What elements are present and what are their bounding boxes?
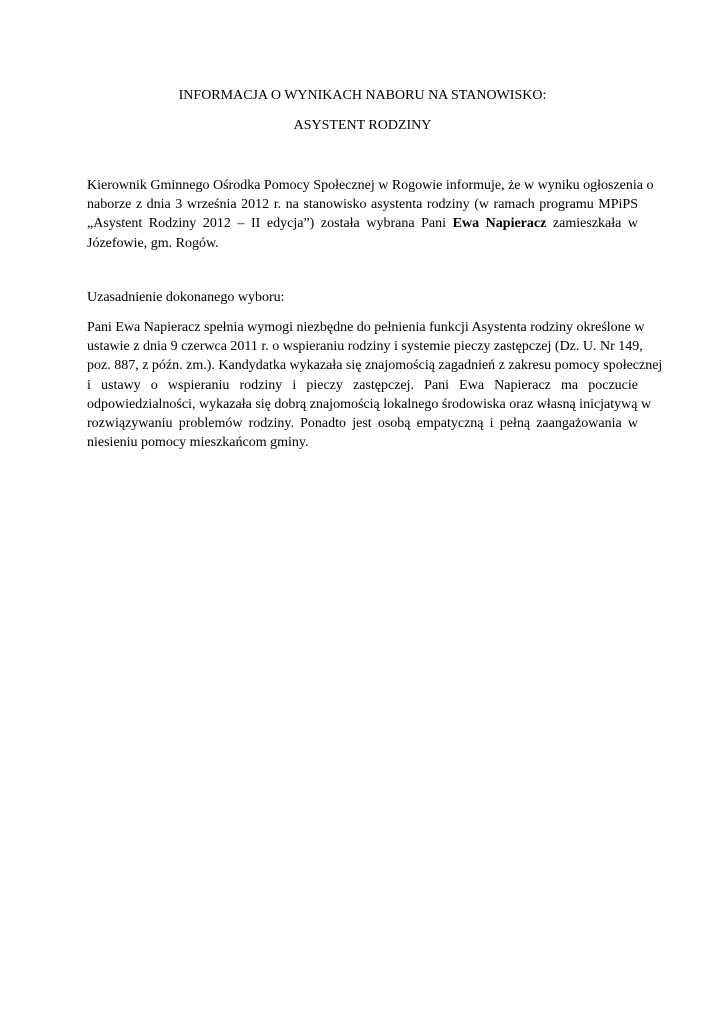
justification-line: poz. 887, z późn. zm.). Kandydatka wykazała się znajomością zagadnień z zakresu pomocy społecznej (87, 358, 663, 374)
intro-line: Józefowie, gm. Rogów. (87, 235, 219, 251)
justification-line: niesieniu pomocy mieszkańcom gminy. (87, 435, 309, 451)
intro-text: „Asystent Rodziny 2012 – II edycja”) została wybrana Pani (87, 216, 447, 232)
justification-line: odpowiedzialności, wykazała się dobrą znajomością lokalnego środowiska oraz własną inicjatywą w (87, 396, 652, 412)
justification-line: ustawie z dnia 9 czerwca 2011 r. o wspieraniu rodziny i systemie pieczy zastępczej (Dz. U. Nr 149, (87, 339, 643, 355)
justification-heading (87, 288, 638, 307)
candidate-name: Ewa Napieracz (452, 216, 547, 232)
intro-text: zamieszkała w (552, 216, 639, 232)
intro-line: Kierownik Gminnego Ośrodka Pomocy Społecznej w Rogowie informuje, że w wyniku ogłoszenia o (87, 178, 654, 193)
justification-line: rozwiązywaniu problemów rodziny. Ponadto jest osobą empatyczną i pełną zaangażowania w (87, 416, 638, 432)
justification-heading-text: Uzasadnienie dokonanego wyboru: (87, 290, 285, 305)
intro-paragraph (87, 176, 654, 253)
justification-line: Pani Ewa Napieracz spełnia wymogi niezbędne do pełnienia funkcji Asystenta rodziny określone w (87, 320, 645, 335)
justification-line: i ustawy o wspieraniu rodziny i pieczy zastępczej. Pani Ewa Napieracz ma poczucie (87, 377, 638, 393)
document-title: INFORMACJA O WYNIKACH NABORU NA STANOWISKO: (178, 88, 547, 103)
intro-line: naborze z dnia 3 września 2012 r. na stanowisko asystenta rodziny (w ramach programu MPiPS (87, 197, 638, 213)
intro-line (87, 214, 638, 233)
document-subtitle: ASYSTENT RODZINY (293, 118, 432, 133)
justification-paragraph (87, 318, 663, 452)
